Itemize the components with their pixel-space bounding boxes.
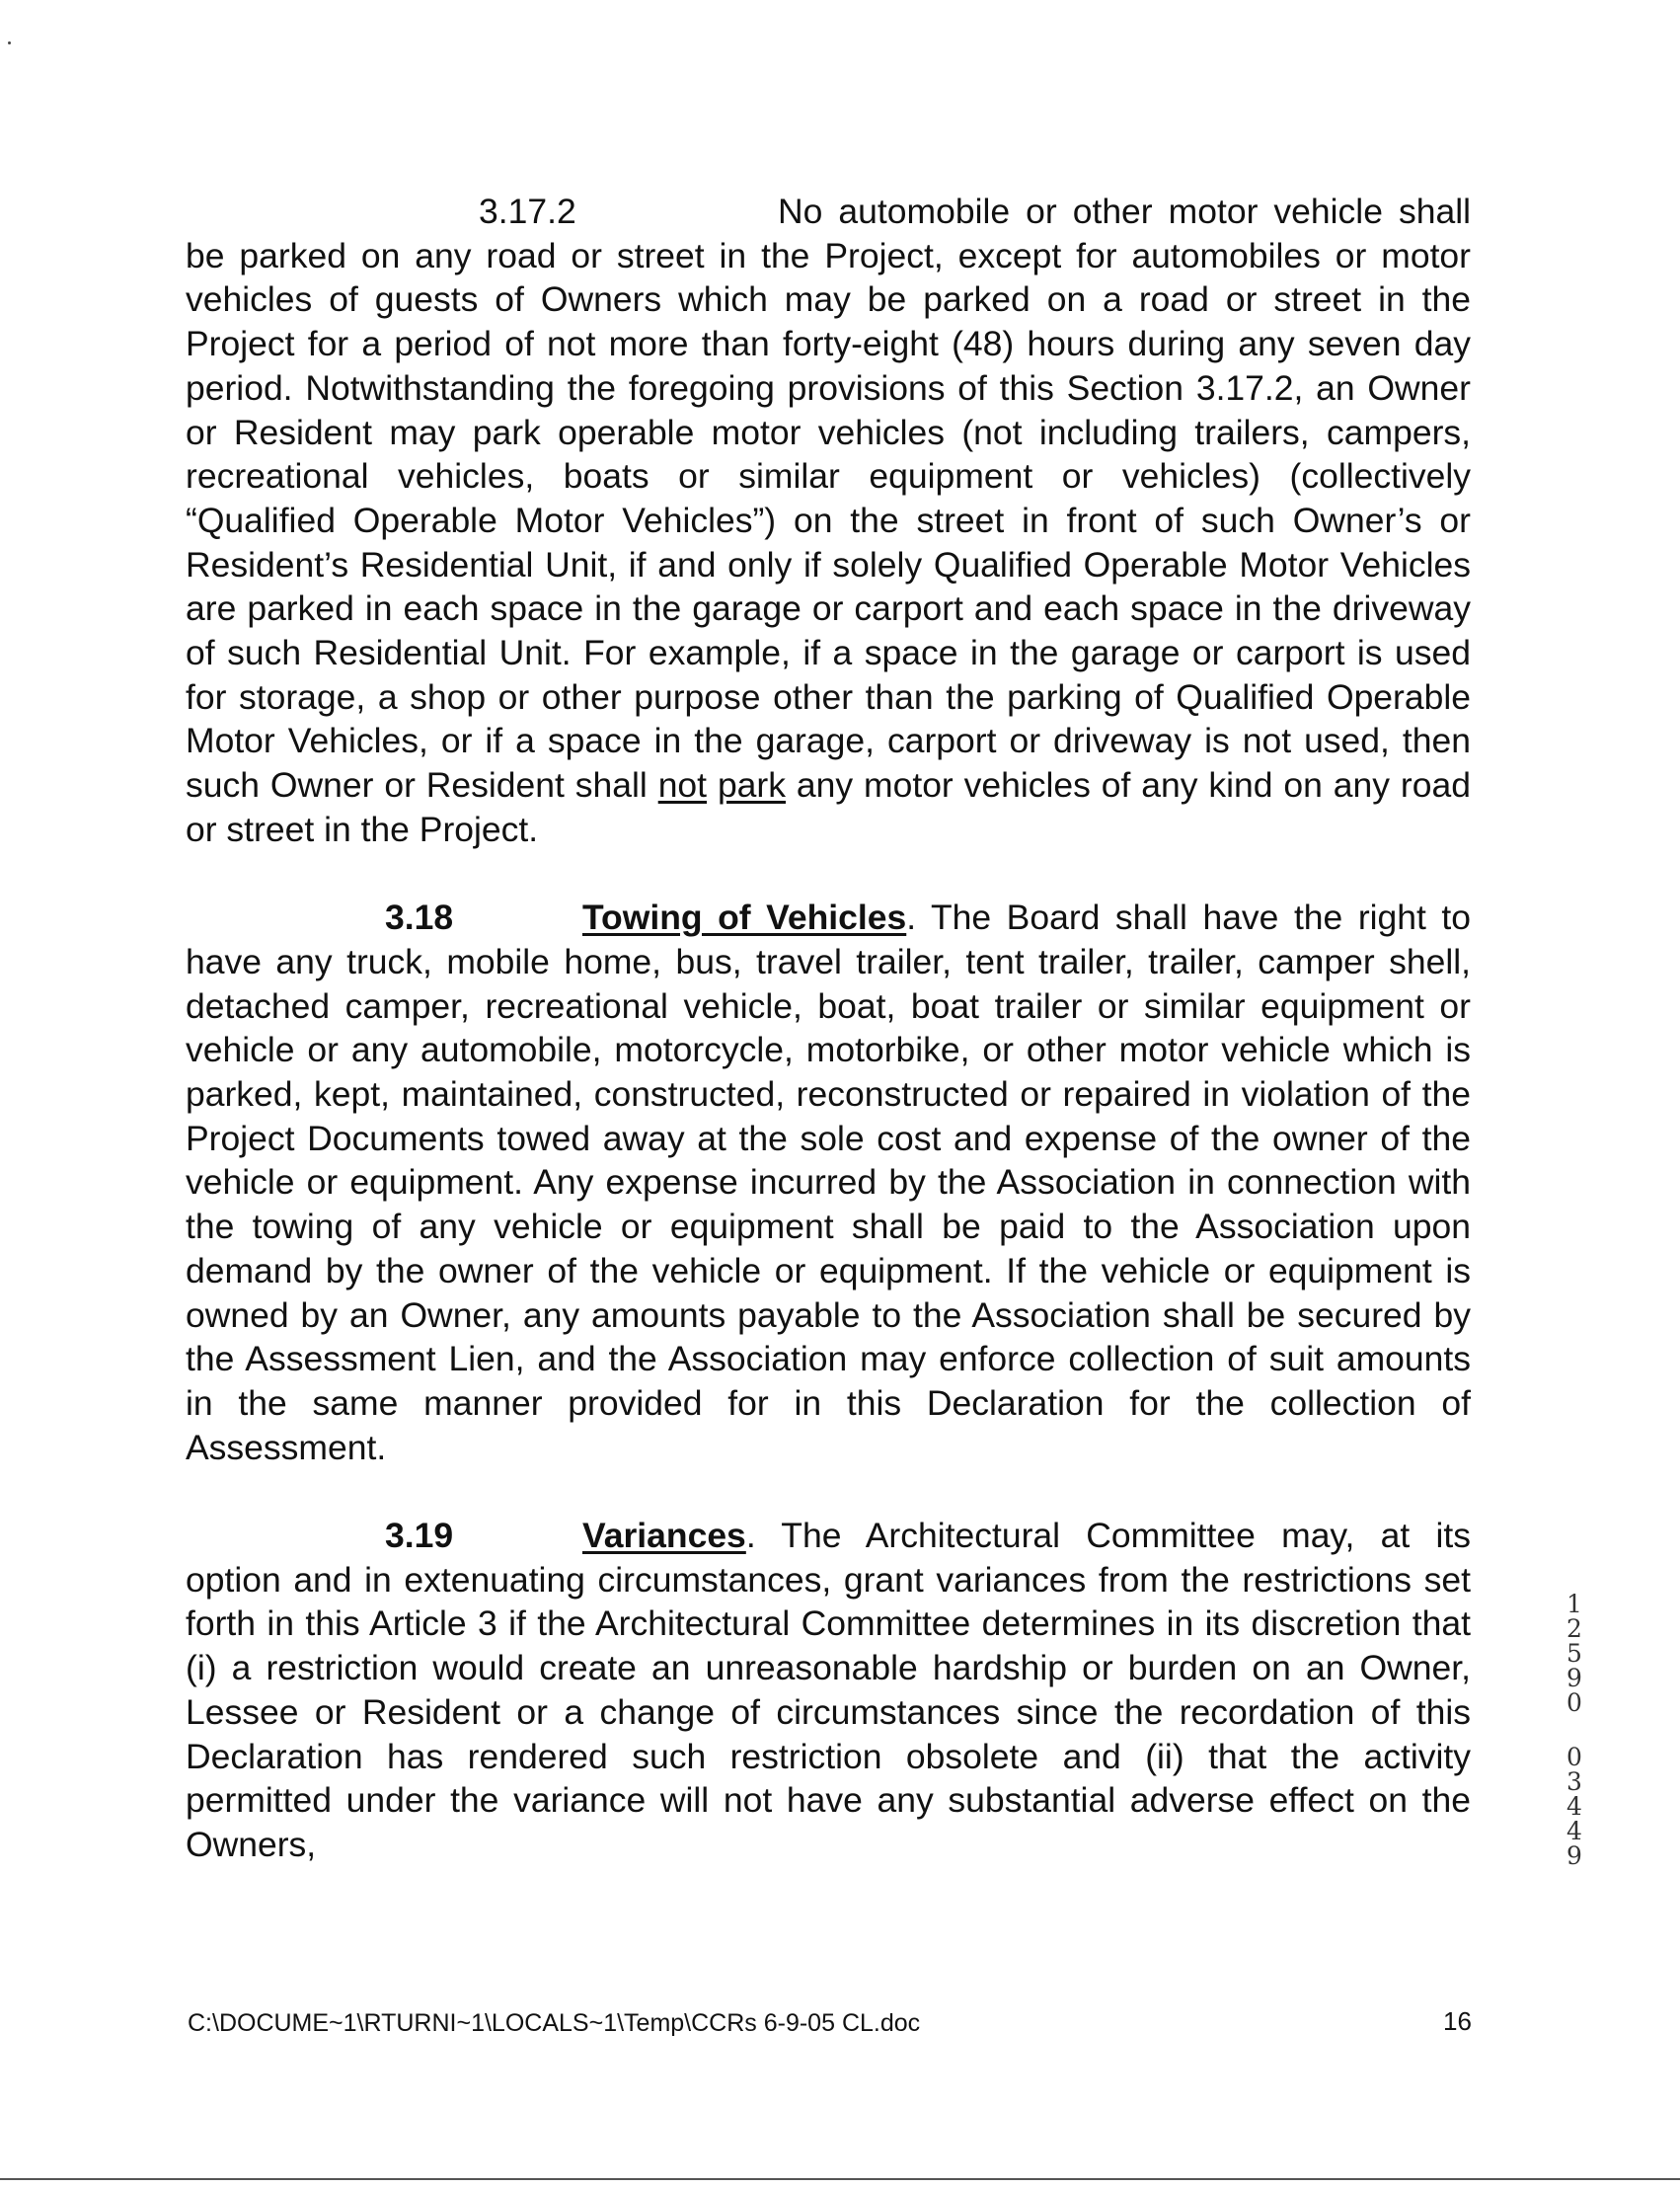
scan-bottom-edge	[0, 2178, 1680, 2180]
stamp-digit: 9	[1566, 1664, 1582, 1692]
scan-speck	[8, 41, 11, 44]
stamp-digit: 0	[1566, 1743, 1582, 1771]
section-3-19-heading: Variances	[582, 1516, 746, 1556]
section-3-18-body: The Board shall have the right to have any truck, mobile home, bus, travel trailer, tent trailer, trailer, camper shell, detached camper, recreational vehicle, boat, boat trailer or similar equipment or vehicle or any automobile, motorcycle, motorbike, or other motor vehicle which is parked, kept, maintained, constructed, reconstructed or repaired in violation of the Project Documents towed away at the sole cost and expense of the owner of the vehicle or equipment. Any expense incurred by the Association in connection with the towing of any vehicle or equipment shall be paid to the Association upon demand by the owner of the vehicle or equipment. If the vehicle or equipment is owned by an Owner, any amounts payable to the Association shall be secured by the Assessment Lien, and the Association may enforce collection of suit amounts in the same manner provided for in this Declaration for the collection of Assessment.	[186, 898, 1471, 1467]
section-3-18-number: 3.18	[385, 898, 454, 938]
section-3-17-2-number: 3.17.2	[479, 192, 576, 231]
document-body	[186, 190, 1471, 1867]
stamp-digit: 4	[1566, 1792, 1582, 1821]
section-3-18-heading: Towing of Vehicles	[582, 898, 907, 938]
recording-number-stamp	[1562, 1592, 1587, 1868]
stamp-digit: 0	[1566, 1688, 1582, 1717]
section-3-18-paragraph: 3.18 Towing of Vehicles. The Board shall have the right to have any truck, mobile home, bus, travel trailer, tent trailer, trailer, camper shell, detached camper, recreational vehicle, boat, boat trailer or similar equipment or vehicle or any automobile, motorcycle, motorbike, or other motor vehicle which is parked, kept, maintained, constructed, reconstructed or repaired in violation of the Project Documents towed away at the sole cost and expense of the owner of the vehicle or equipment. Any expense incurred by the Association in connection with the towing of any vehicle or equipment shall be paid to the Association upon demand by the owner of the vehicle or equipment. If the vehicle or equipment is owned by an Owner, any amounts payable to the Association shall be secured by the Assessment Lien, and the Association may enforce collection of suit amounts in the same manner provided for in this Declaration for the collection of Assessment.	[186, 898, 1471, 1467]
page-number: 16	[1443, 2006, 1472, 2036]
stamp-digit: 4	[1566, 1817, 1582, 1845]
stamp-digit: 3	[1566, 1767, 1582, 1796]
footer-file-path: C:\DOCUME~1\RTURNI~1\LOCALS~1\Temp\CCRs 6-9-05 CL.doc	[188, 2009, 921, 2037]
section-3-19-body: The Architectural Committee may, at its option and in extenuating circumstances, grant variances from the restrictions set forth in this Article 3 if the Architectural Committee determines in its discretion that (i) a restriction would create an unreasonable hardship or burden on an Owner, Lessee or Resident or a change of circumstances since the recordation of this Declaration has rendered such restriction obsolete and (ii) that the activity permitted under the variance will not have any substantial adverse effect on the Owners,	[186, 1516, 1471, 1864]
stamp-digit: 1	[1566, 1590, 1582, 1618]
stamp-digit: 9	[1566, 1841, 1582, 1870]
stamp-digit: 5	[1566, 1639, 1582, 1668]
section-3-17-2-tail: any motor vehicles of any kind on any road or street in the Project.	[186, 765, 1471, 849]
section-3-17-2-paragraph	[186, 190, 1471, 852]
section-3-17-2-lead: No automobile or other motor vehicle	[778, 192, 1383, 231]
section-3-19-paragraph: 3.19 Variances. The Architectural Committee may, at its option and in extenuating circumstances, grant variances from the restrictions set forth in this Article 3 if the Architectural Committee determines in its discretion that (i) a restriction would create an unreasonable hardship or burden on an Owner, Lessee or Resident or a change of circumstances since the recordation of this Declaration has rendered such restriction obsolete and (ii) that the activity permitted under the variance will not have any substantial adverse effect on the Owners,	[186, 1516, 1471, 1864]
underlined-park: park	[717, 765, 786, 806]
section-3-17-2-body: shall be parked on any road or street in the Project, except for automobiles or motor vehicles of guests of Owners which may be parked on a road or street in the Project for a period of not more than forty-eight (48) hours during any seven day period. Notwithstanding the foregoing provisions of this Section 3.17.2, an Owner or Resident may park operable motor vehicles (not including trailers, campers, recreational vehicles, boats or similar equipment or vehicles) (collectively “Qualified Operable Motor Vehicles”) on the street in front of such Owner’s or Resident’s Residential Unit, if and only if solely Qualified Operable Motor Vehicles are parked in each space in the garage or carport and each space in the driveway of such Residential Unit. For example, if a space in the garage or carport is used for storage, a shop or other purpose other than the parking of Qualified Operable Motor Vehicles, or if a space in the garage, carport or driveway is not used, then such Owner or Resident shall	[186, 192, 1472, 806]
section-3-19-number: 3.19	[385, 1516, 454, 1556]
underlined-not: not	[657, 765, 708, 806]
stamp-digit: 2	[1566, 1614, 1582, 1643]
stamp-gap	[1562, 1715, 1587, 1745]
